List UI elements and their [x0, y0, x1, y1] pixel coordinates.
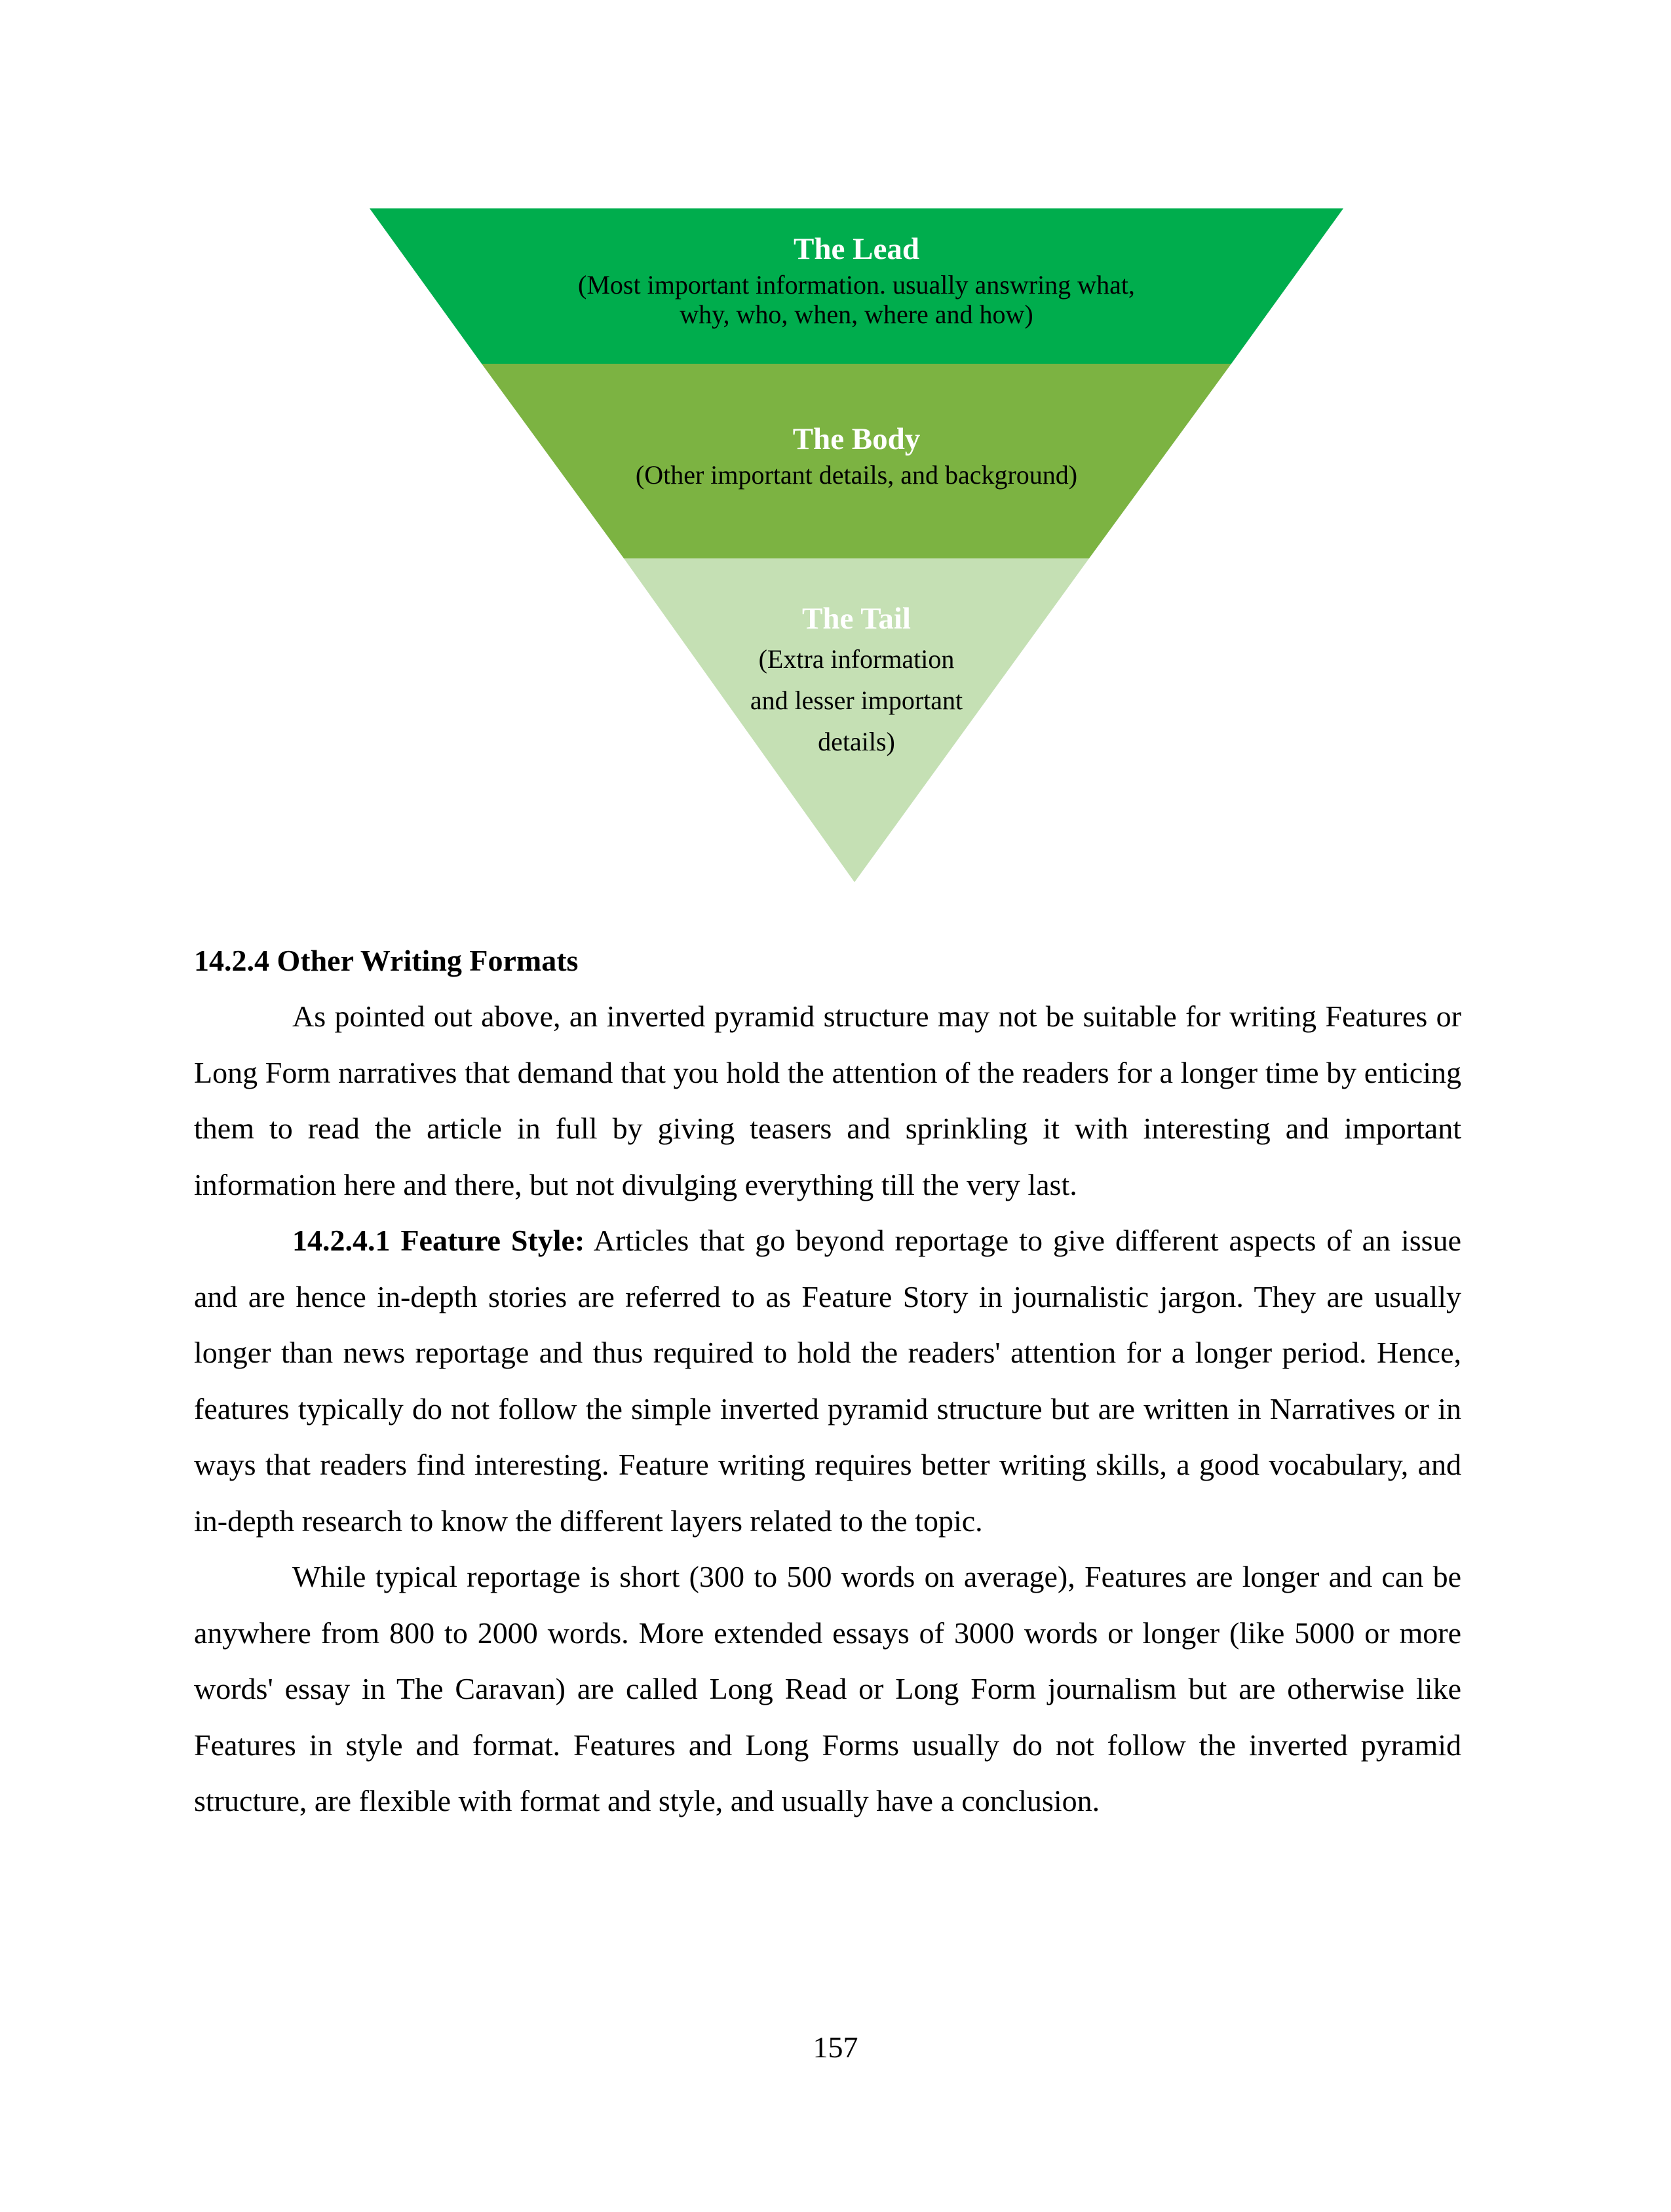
- tail-description: [660, 638, 1053, 762]
- body-description-line: (Other important details, and background): [635, 460, 1078, 490]
- intro-paragraph: As pointed out above, an inverted pyramid structure may not be suitable for writing Features or Long Form narratives that demand that you hold the attention of the readers for a longer time by enticing them to read the article in full by giving teasers and sprinkling it with interesting and important information here and there, but not divulging everything till the very last.: [194, 999, 1461, 1201]
- tail-description-line: (Extra information: [758, 644, 955, 674]
- lead-description-line: why, who, when, where and how): [680, 300, 1033, 329]
- section-body: [194, 941, 1461, 1829]
- tail-title: The Tail: [802, 602, 911, 636]
- lead-description-line: (Most important information. usually answring what,: [578, 270, 1135, 300]
- body-description: [529, 460, 1184, 490]
- lead-description: [463, 270, 1250, 329]
- section-heading: 14.2.4 Other Writing Formats: [194, 944, 579, 977]
- feature-style-text: Articles that go beyond reportage to give different aspects of an issue and are hence in-depth stories are referred to as Feature Story in journalistic jargon. They are usually longer than news reportage and thus required to hold the readers' attention for a longer period. Hence, features typically do not follow the simple inverted pyramid structure but are written in Narratives or in ways that readers find interesting. Feature writing requires better writing skills, a good vocabulary, and in-depth research to know the different layers related to the topic.: [194, 1224, 1461, 1538]
- long-form-paragraph: While typical reportage is short (300 to 500 words on average), Features are longer and can be anywhere from 800 to 2000 words. More extended essays of 3000 words or longer (like 5000 or more words' essay in The Caravan) are called Long Read or Long Form journalism but are otherwise like Features in style and format. Features and Long Forms usually do not follow the inverted pyramid structure, are flexible with format and style, and usually have a conclusion.: [194, 1560, 1461, 1817]
- feature-style-heading: 14.2.4.1 Feature Style:: [292, 1224, 585, 1257]
- body-title: The Body: [792, 422, 921, 456]
- tail-description-line: details): [818, 727, 895, 756]
- lead-layer-text: [463, 231, 1250, 329]
- body-layer-text: [529, 421, 1184, 490]
- page-number: 157: [813, 2030, 858, 2064]
- tail-layer-text: [660, 600, 1053, 762]
- feature-style-paragraph: [194, 1213, 1461, 1549]
- tail-description-line: and lesser important: [750, 686, 963, 715]
- lead-title: The Lead: [794, 232, 919, 266]
